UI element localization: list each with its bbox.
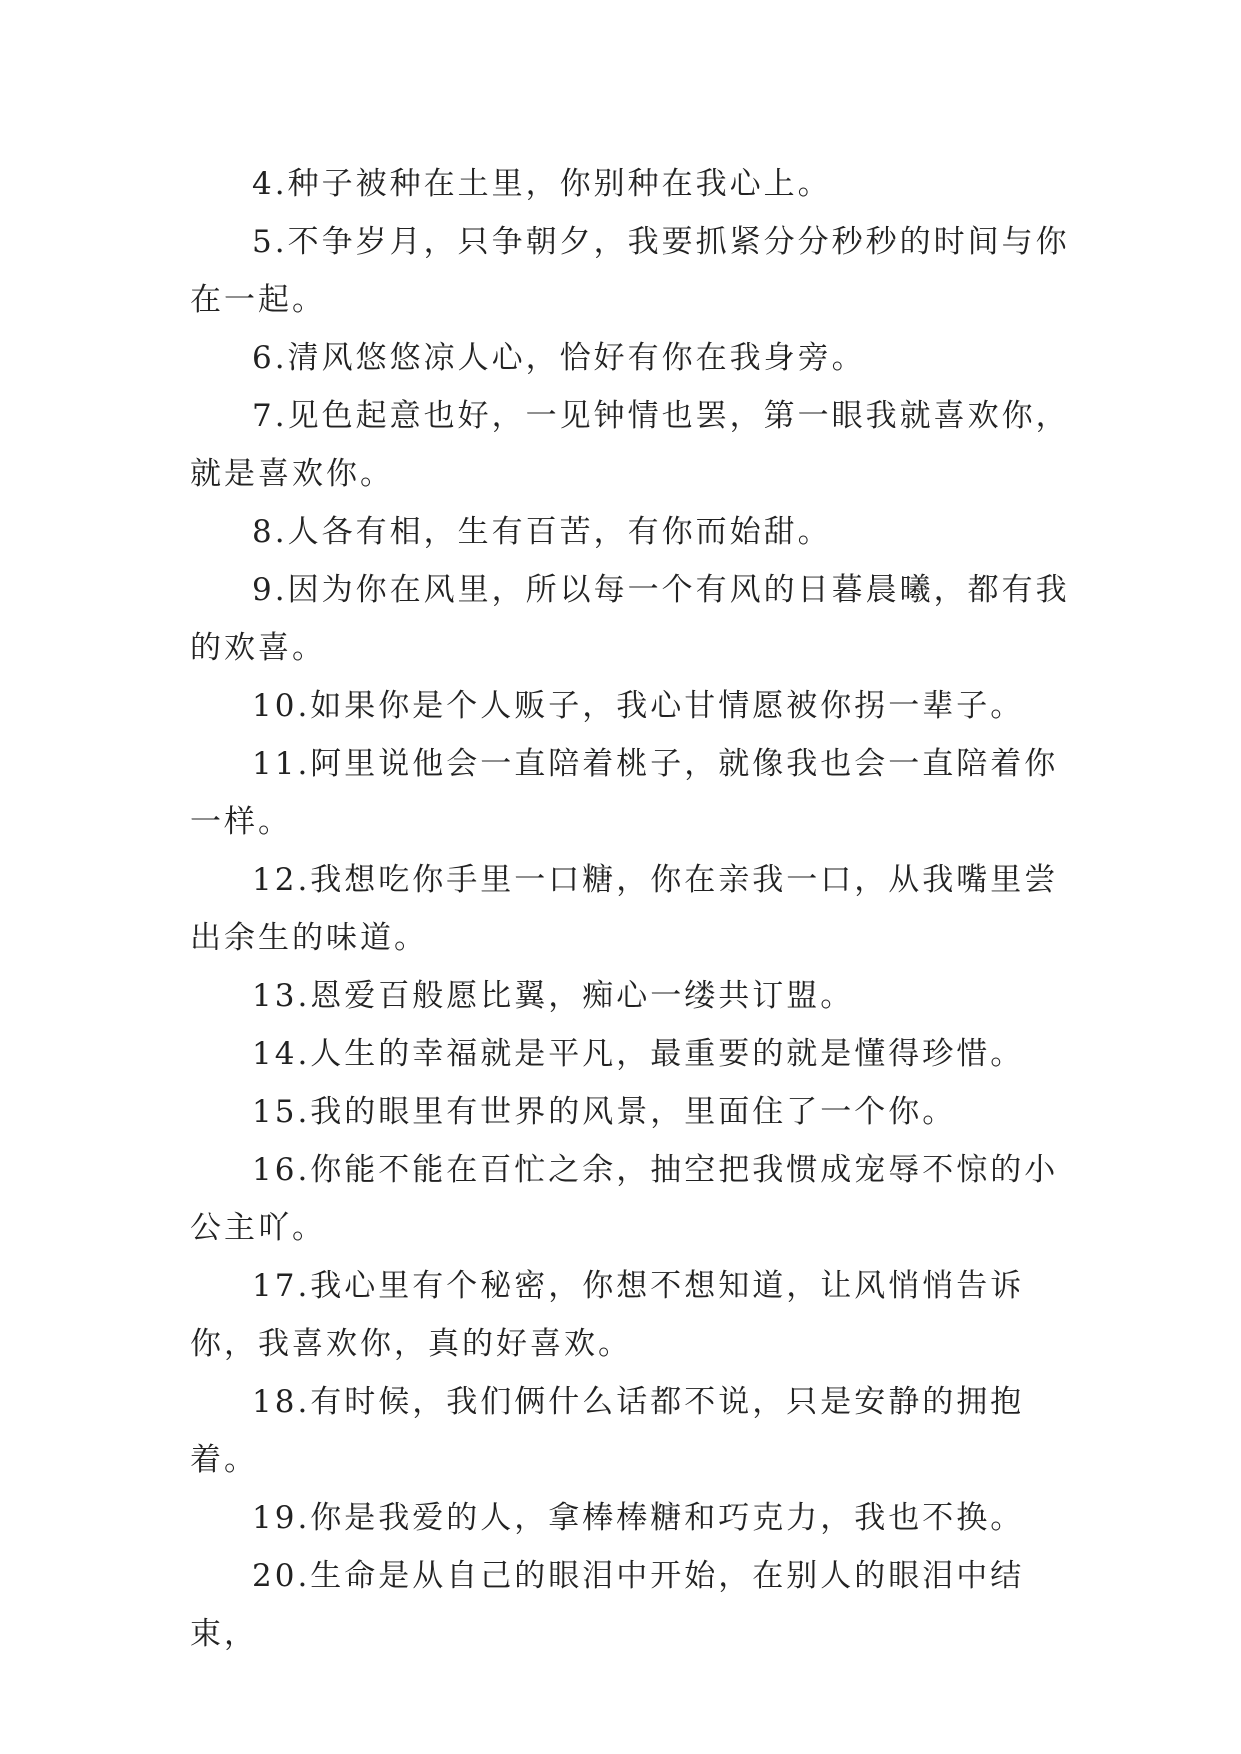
paragraph-12: 12.我想吃你手里一口糖，你在亲我一口，从我嘴里尝出余生的味道。 bbox=[190, 862, 1059, 956]
paragraph-9: 9.因为你在风里，所以每一个有风的日暮晨曦，都有我的欢喜。 bbox=[190, 572, 1070, 666]
paragraph-17: 17.我心里有个秘密，你想不想知道，让风悄悄告诉你，我喜欢你，真的好喜欢。 bbox=[190, 1268, 1025, 1362]
paragraph-20: 20.生命是从自己的眼泪中开始，在别人的眼泪中结束， bbox=[190, 1558, 1025, 1652]
paragraph-10: 10.如果你是个人贩子，我心甘情愿被你拐一辈子。 bbox=[252, 688, 1025, 724]
paragraph-8: 8.人各有相，生有百苦，有你而始甜。 bbox=[252, 514, 832, 550]
paragraph-16: 16.你能不能在百忙之余，抽空把我惯成宠辱不惊的小公主吖。 bbox=[190, 1152, 1059, 1246]
paragraph-5: 5.不争岁月，只争朝夕，我要抓紧分分秒秒的时间与你在一起。 bbox=[190, 224, 1070, 318]
paragraph-19: 19.你是我爱的人，拿棒棒糖和巧克力，我也不换。 bbox=[252, 1500, 1025, 1536]
document-body bbox=[190, 155, 1090, 1663]
paragraph-18: 18.有时候，我们俩什么话都不说，只是安静的拥抱着。 bbox=[190, 1384, 1025, 1478]
paragraph-15: 15.我的眼里有世界的风景，里面住了一个你。 bbox=[252, 1094, 957, 1130]
paragraph-7: 7.见色起意也好，一见钟情也罢，第一眼我就喜欢你，就是喜欢你。 bbox=[190, 398, 1070, 492]
paragraph-14: 14.人生的幸福就是平凡，最重要的就是懂得珍惜。 bbox=[252, 1036, 1025, 1072]
paragraph-6: 6.清风悠悠凉人心，恰好有你在我身旁。 bbox=[252, 340, 866, 376]
paragraph-11: 11.阿里说他会一直陪着桃子，就像我也会一直陪着你一样。 bbox=[190, 746, 1059, 840]
paragraph-4: 4.种子被种在土里，你别种在我心上。 bbox=[252, 166, 832, 202]
paragraph-13: 13.恩爱百般愿比翼，痴心一缕共订盟。 bbox=[252, 978, 855, 1014]
